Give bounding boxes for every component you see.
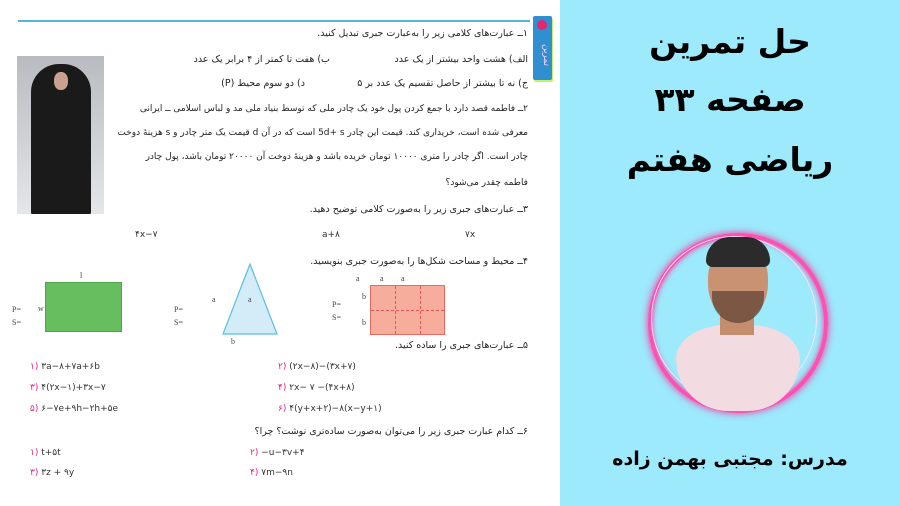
q3-expr-3: ۷x bbox=[465, 230, 476, 240]
item-number: ۳) bbox=[30, 383, 39, 393]
item-expr: −u−۳v+۴ bbox=[261, 448, 305, 458]
grid-perimeter-label: P= bbox=[332, 300, 341, 309]
q5-item-5 bbox=[30, 404, 118, 414]
grid-left-label-1: b bbox=[362, 292, 366, 301]
banner-title-line-3: ریاضی هفتم bbox=[626, 140, 834, 179]
q1-prompt: ۱ــ عبارت‌های کلامی زیر را به‌عبارت جبری تبدیل کنید. bbox=[317, 28, 528, 39]
exercise-tab bbox=[533, 16, 552, 80]
q5-prompt: ۵ــ عبارت‌های جبری را ساده کنید. bbox=[394, 340, 528, 351]
pink-dot-icon bbox=[537, 20, 547, 30]
item-expr: ۳a−۸+۷a+۶b bbox=[41, 362, 100, 372]
teacher-hair bbox=[706, 237, 770, 267]
item-expr: ۷m−۹n bbox=[261, 468, 293, 478]
q5-item-2 bbox=[278, 362, 356, 372]
q4-prompt: ۴ــ محیط و مساحت شکل‌ها را به‌صورت جبری بنویسید. bbox=[310, 256, 528, 267]
item-number: ۶) bbox=[278, 404, 287, 414]
q5-item-4 bbox=[278, 383, 355, 393]
q1-b: ب) هفت تا کمتر از ۴ برابر یک عدد bbox=[193, 54, 330, 65]
q6-item-4 bbox=[250, 468, 293, 478]
grid-top-label-3: a bbox=[401, 274, 405, 283]
item-expr: ۴(y+x+۲)−۸(x−y+۱) bbox=[289, 404, 382, 414]
grid-divider bbox=[371, 310, 444, 311]
grid-left-label-2: b bbox=[362, 318, 366, 327]
item-expr: ۲x− ۷ −(۴x+۸) bbox=[289, 383, 355, 393]
q3-expr-1: ۴x−۷ bbox=[135, 230, 158, 240]
rect-area-label: S= bbox=[12, 318, 21, 327]
chador-woman-image bbox=[17, 56, 104, 214]
q3-expr-2: a+۸ bbox=[322, 230, 340, 240]
q2-line1: ۲ــ فاطمه قصد دارد با جمع کردن پول خود یک چادر ملی که توسط بنیاد ملی مد و لباس اسلامی ــ ایرانی bbox=[139, 104, 528, 114]
q3-prompt: ۳ــ عبارت‌های جبری زیر را به‌صورت کلامی توضیح دهید. bbox=[309, 204, 528, 215]
item-number: ۴) bbox=[278, 383, 287, 393]
exercise-tab-label: تمرین bbox=[541, 43, 551, 67]
q2-line2: معرفی شده است، خریداری کند. قیمت این چادر 5d+ s است که در آن d قیمت یک متر چادر و s هزینهٔ دوخت bbox=[117, 128, 528, 138]
q6-item-3 bbox=[30, 468, 74, 478]
item-expr: ۶−۷e+۹h−۲h+۵e bbox=[41, 404, 119, 414]
woman-face bbox=[54, 72, 68, 90]
q2-line3: چادر است. اگر چادر را متری ۱۰۰۰۰ تومان خریده باشد و هزینهٔ دوخت آن ۲۰۰۰۰ تومان باشد، پول چادر bbox=[145, 152, 528, 162]
q6-item-2 bbox=[250, 448, 305, 458]
tri-perimeter-label: P= bbox=[174, 305, 183, 314]
tri-base-label: b bbox=[231, 337, 235, 346]
item-expr: ۳z + ۹y bbox=[41, 468, 75, 478]
item-expr: ۴(۲x−۱)+۳x−۷ bbox=[41, 383, 106, 393]
banner-title-line-2: صفحه ۳۳ bbox=[654, 80, 806, 119]
q5-item-3 bbox=[30, 383, 106, 393]
q1-d: د) دو سوم محیط (P) bbox=[221, 78, 305, 89]
rect-top-label: l bbox=[80, 271, 83, 280]
tri-right-label: a bbox=[248, 295, 252, 304]
q6-item-1 bbox=[30, 448, 61, 458]
item-number: ۱) bbox=[30, 448, 39, 458]
banner-title-line-1: حل تمرین bbox=[649, 22, 811, 61]
item-expr: t+۵t bbox=[41, 448, 61, 458]
q1-c: ج) نه تا بیشتر از حاصل تقسیم یک عدد بر ۵ bbox=[357, 78, 528, 89]
q6-prompt: ۶ــ کدام عبارت جبری زیر را می‌توان به‌صورت ساده‌تری نوشت؟ چرا؟ bbox=[254, 426, 528, 437]
item-expr: (۲x−۸)−(۳x+۷) bbox=[289, 362, 356, 372]
tri-left-label: a bbox=[212, 295, 216, 304]
q5-item-6 bbox=[278, 404, 382, 414]
item-number: ۱) bbox=[30, 362, 39, 372]
green-rectangle-shape bbox=[45, 282, 122, 332]
item-number: ۵) bbox=[30, 404, 39, 414]
item-number: ۲) bbox=[250, 448, 259, 458]
grid-area-label: S= bbox=[332, 313, 341, 322]
q5-item-1 bbox=[30, 362, 100, 372]
q2-line4: فاطمه چقدر می‌شود؟ bbox=[445, 178, 528, 188]
item-number: ۳) bbox=[30, 468, 39, 478]
tri-area-label: S= bbox=[174, 318, 183, 327]
item-number: ۲) bbox=[278, 362, 287, 372]
teacher-shirt bbox=[676, 325, 800, 411]
header-divider bbox=[18, 20, 530, 22]
teacher-name: مدرس: مجتبی بهمن زاده bbox=[612, 448, 848, 470]
item-number: ۴) bbox=[250, 468, 259, 478]
q1-a: الف) هشت واحد بیشتر از یک عدد bbox=[394, 54, 528, 65]
rect-side-label: w bbox=[38, 304, 44, 313]
grid-rectangle-shape bbox=[370, 285, 445, 335]
grid-top-label-1: a bbox=[356, 274, 360, 283]
teacher-avatar bbox=[648, 233, 828, 413]
rect-perimeter-label: P= bbox=[12, 305, 21, 314]
grid-top-label-2: a bbox=[380, 274, 384, 283]
